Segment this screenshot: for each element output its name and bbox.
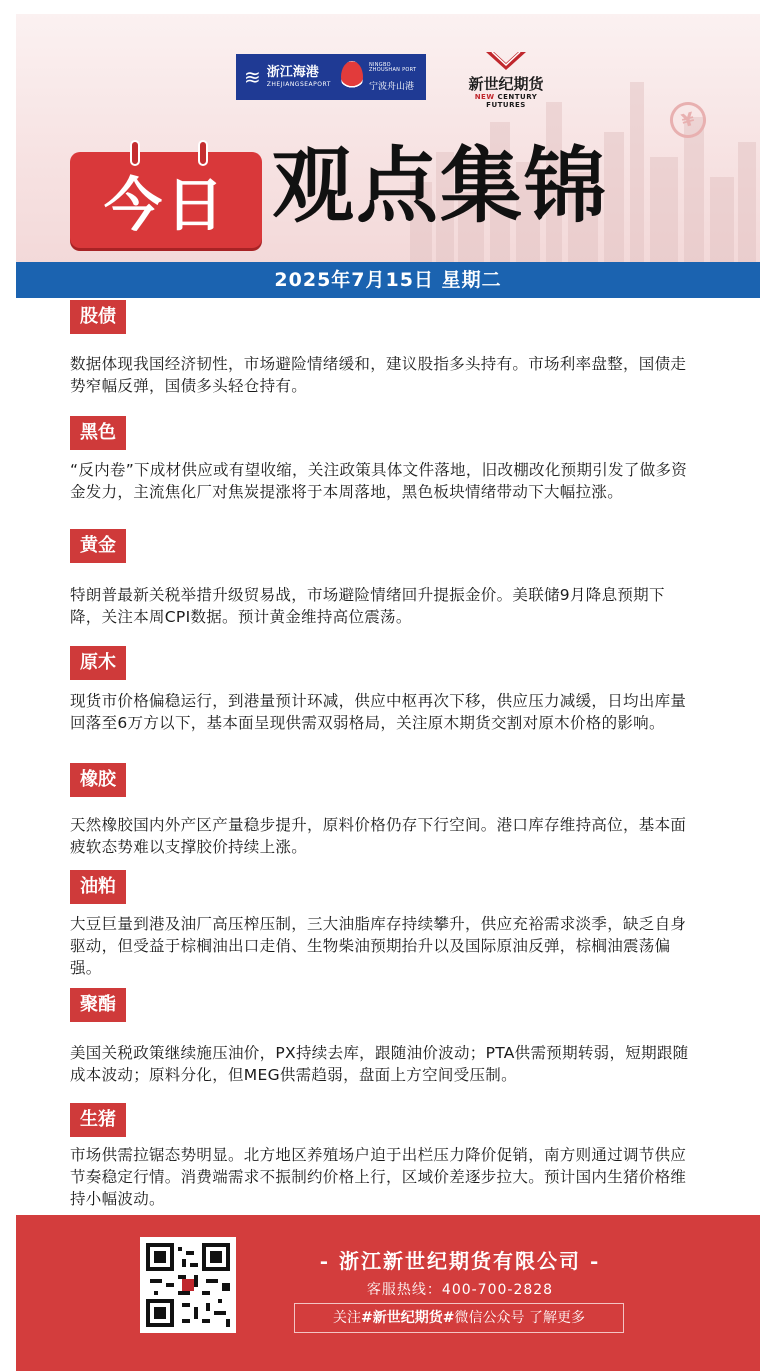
- section-tag: 聚酯: [70, 988, 126, 1022]
- new-century-futures-logo: [456, 50, 556, 109]
- section-tag: 原木: [70, 646, 126, 680]
- page-title: 观点集锦: [272, 139, 609, 234]
- section-text: 现货市价格偏稳运行，到港量预计环减，供应中枢再次下移，供应压力减缓，日均出库量回落至6万方以下，基本面呈现供需双弱格局，关注原木期货交割对原木价格的影响。: [70, 692, 687, 732]
- zj-logo-en: ZHEJIANGSEAPORT: [266, 81, 331, 88]
- follow-suffix: 微信公众号 了解更多: [454, 1310, 585, 1326]
- section-text: 特朗普最新关税举措升级贸易战，市场避险情绪回升提振金价。美联储9月降息预期下降，关注本周CPI数据。预计黄金维持高位震荡。: [70, 586, 665, 626]
- ncf-logo-cn: 新世纪期货: [468, 75, 544, 93]
- section-text: 美国关税政策继续施压油价，PX持续去库，跟随油价波动；PTA供需预期转弱，短期跟随成本波动；原料分化，但MEG供需趋弱，盘面上方空间受压制。: [70, 1044, 689, 1084]
- section-text: 数据体现我国经济韧性，市场避险情绪缓和，建议股指多头持有。市场利率盘整，国债走势窄幅反弹，国债多头轻仓持有。: [70, 355, 687, 395]
- section-tag: 股债: [70, 300, 126, 334]
- company-name: - 浙江新世纪期货有限公司 -: [319, 1249, 601, 1273]
- calendar-ring-icon: [130, 140, 140, 166]
- section-tag: 黄金: [70, 529, 126, 563]
- header-banner: [16, 14, 760, 262]
- section-stock-bond: [70, 300, 690, 397]
- calendar-ring-icon: [198, 140, 208, 166]
- yuan-coin-icon: ¥: [666, 98, 710, 142]
- nb-logo-cn: 宁波舟山港: [368, 81, 414, 92]
- calendar-badge: [70, 152, 262, 248]
- qr-code-icon[interactable]: [140, 1237, 236, 1333]
- section-tag: 黑色: [70, 416, 126, 450]
- section-logs: [70, 646, 690, 734]
- section-rubber: [70, 763, 690, 858]
- section-ferrous: [70, 416, 690, 503]
- footer: [16, 1215, 760, 1371]
- section-polyester: [70, 988, 690, 1086]
- date-bar: 2025年7月15日 星期二: [16, 262, 760, 298]
- follow-account: #新世纪期货#: [361, 1310, 455, 1326]
- calendar-text: 今日: [103, 171, 228, 239]
- section-tag: 生猪: [70, 1103, 126, 1137]
- section-tag: 油粕: [70, 870, 126, 904]
- nb-logo-en: NINGBO ZHOUSHAN PORT: [368, 61, 417, 73]
- section-gold: [70, 529, 690, 628]
- service-hotline: 客服热线：400-700-2828: [366, 1282, 554, 1298]
- section-hogs: [70, 1103, 690, 1210]
- section-tag: 橡胶: [70, 763, 126, 797]
- zj-logo-cn: 浙江海港: [266, 65, 319, 80]
- follow-prefix: 关注: [333, 1310, 362, 1326]
- section-text: 大豆巨量到港及油厂高压榨压制，三大油脂库存持续攀升，供应充裕需求淡季，缺乏自身驱动，但受益于棕榈油出口走俏、生物柴油预期抬升以及国际原油反弹，棕榈油震荡偏强。: [70, 915, 687, 977]
- ncf-wing-icon: [484, 50, 528, 72]
- section-text: 市场供需拉锯态势明显。北方地区养殖场户迫于出栏压力降价促销，南方则通过调节供应节奏稳定行情。消费端需求不振制约价格上行，区域价差逐步拉大。预计国内生猪价格维持小幅波动。: [70, 1146, 687, 1208]
- wave-icon: ≋: [244, 65, 261, 89]
- port-sun-icon: [341, 61, 363, 93]
- ncf-logo-en: NEW CENTURY FUTURES: [474, 92, 538, 109]
- zhejiang-seaport-logo: [236, 54, 426, 100]
- section-text: 天然橡胶国内外产区产量稳步提升，原料价格仍存下行空间。港口库存维持高位，基本面疲软态势难以支撑胶价持续上涨。: [70, 816, 687, 856]
- section-oilseeds: [70, 870, 690, 979]
- follow-wechat-box[interactable]: [294, 1303, 624, 1333]
- section-text: “反内卷”下成材供应或有望收缩，关注政策具体文件落地，旧改棚改化预期引发了做多资金发力，主流焦化厂对焦炭提涨将于本周落地，黑色板块情绪带动下大幅拉涨。: [70, 461, 688, 501]
